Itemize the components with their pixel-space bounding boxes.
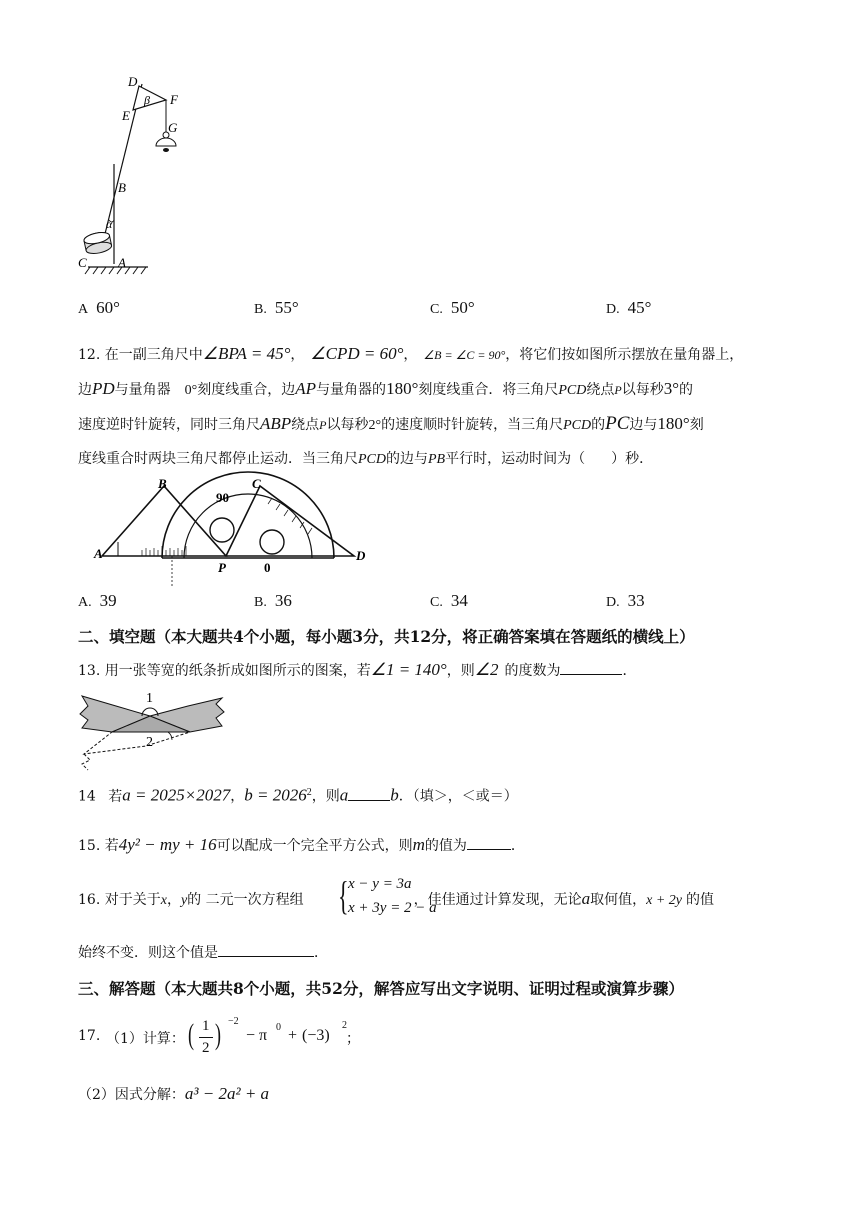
label-1: 1 <box>146 691 153 706</box>
q16-answer-blank[interactable] <box>218 942 314 957</box>
label-B: B <box>158 476 167 491</box>
label-G: G <box>168 120 178 135</box>
label-B: B <box>118 180 126 195</box>
q11-option-d[interactable]: D. 45° <box>606 298 652 317</box>
q12-line-2: 边PD与量角器 0°刻度线重合，边AP与量角器的180°刻度线重合．将三角尺PCD绕点P以每秒3°的 <box>78 379 694 398</box>
q12-line-1: 12. 在一副三角尺中∠BPA = 45°， ∠CPD = 60°， ∠B = ∠C = 90°，将它们按如图所示摆放在量角器上， <box>78 344 744 363</box>
label-C: C <box>78 255 87 270</box>
label-beta: β <box>144 93 150 107</box>
q16-eq2: x + 3y = 2 − a <box>348 900 437 916</box>
q16-line-1: 16. 对于关于x，y的 二元一次方程组 ，佳佳通过计算发现，无论a取何值，x + 2y 的值 <box>78 889 714 908</box>
q11-option-c[interactable]: C. 50° <box>430 298 475 317</box>
q16-eq1: x − y = 3a <box>348 876 412 892</box>
figure-q12-protractor <box>92 476 382 586</box>
label-A: A <box>94 546 103 561</box>
label-D: D <box>128 74 138 89</box>
q12-line-3: 速度逆时针旋转，同时三角尺ABP绕点P以每秒2°的速度顺时针旋转，当三角尺PCD的PC边与180°刻 <box>78 413 704 434</box>
label-P: P <box>218 560 226 575</box>
figure-q13-folded-strip <box>76 688 228 774</box>
q16-equation-system: { x − y = 3a x + 3y = 2 − a <box>338 873 437 918</box>
q17-part2: （2）因式分解：a³ − 2a² + a <box>78 1084 270 1103</box>
section-2-heading: 二、填空题（本大题共4个小题，每小题3分，共12分，将正确答案填在答题纸的横线上） <box>78 627 695 646</box>
q16-line-2: 始终不变．则这个值是 ． <box>78 942 328 962</box>
q15-answer-blank[interactable] <box>467 835 511 850</box>
q13-text: 13. 用一张等宽的纸条折成如图所示的图案，若∠1 = 140°，则∠2 的度数为 ． <box>78 660 637 679</box>
q11-option-a[interactable]: A 60° <box>78 298 120 317</box>
figure-q11-pendulum <box>76 74 176 284</box>
label-C: C <box>252 476 261 491</box>
label-90: 90 <box>216 490 229 505</box>
label-A: A <box>118 255 126 270</box>
q15-text: 15. 若4y² − my + 16可以配成一个完全平方公式，则m的值为 ． <box>78 835 525 854</box>
q12-line-4: 度线重合时两块三角尺都停止运动．当三角尺PCD的边与PB平行时，运动时间为（ ）秒． <box>78 451 654 467</box>
q14-text: 14 若a = 2025×2027，$b = 2026^2$，则a b．（填＞，＜或＝） <box>78 785 518 805</box>
q17-part1: 17. （1）计算： ( 1 2 ) −2 − π 0 + (−3) 2 ； <box>78 1016 360 1056</box>
label-0: 0 <box>264 560 271 575</box>
label-2: 2 <box>146 735 153 750</box>
q12-option-a[interactable]: A. 39 <box>78 591 117 610</box>
q13-answer-blank[interactable] <box>560 660 622 675</box>
label-D: D <box>356 548 366 563</box>
label-E: E <box>122 108 130 123</box>
q12-option-b[interactable]: B. 36 <box>254 591 292 610</box>
label-alpha: α <box>106 217 113 231</box>
section-3-heading: 三、解答题（本大题共8个小题，共52分，解答应写出文字说明、证明过程或演算步骤） <box>78 979 684 998</box>
q14-answer-blank[interactable] <box>348 786 390 801</box>
label-F: F <box>170 92 178 107</box>
q12-option-d[interactable]: D. 33 <box>606 591 645 610</box>
q12-option-c[interactable]: C. 34 <box>430 591 468 610</box>
q11-option-b[interactable]: B. 55° <box>254 298 299 317</box>
